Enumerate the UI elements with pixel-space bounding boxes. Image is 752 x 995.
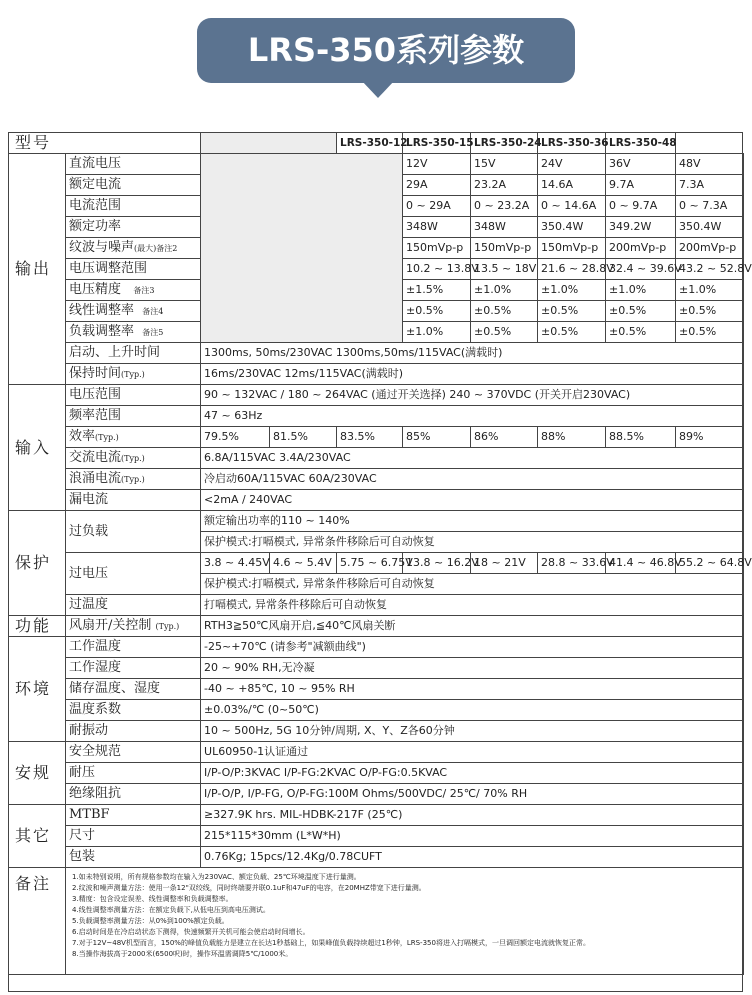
model-name: LRS-350-12 [337, 133, 403, 154]
model-name: LRS-350-48 [606, 133, 676, 154]
param-label: 漏电流 [66, 490, 201, 511]
param-label: 尺寸 [66, 826, 201, 847]
value-cell: 48V [676, 154, 744, 175]
param-label: 直流电压 [66, 154, 201, 175]
value-cell: 打嗝模式, 异常条件移除后可自动恢复 [201, 595, 744, 616]
model-header-row [9, 133, 744, 154]
safety-standards-row [9, 742, 744, 763]
param-label: MTBF [66, 805, 201, 826]
param-text: 线性调整率 [69, 303, 135, 319]
param-text: 保持时间 [69, 366, 122, 382]
value-cell: 13.8 ~ 16.2V [403, 553, 471, 574]
value-cell: 0 ~ 29A [403, 196, 471, 217]
param-label: 包装 [66, 847, 201, 868]
param-label: 过电压 [66, 553, 201, 595]
value-cell: 90 ~ 132VAC / 180 ~ 264VAC (通过开关选择) 240 ~ 370VDC (开关开启230VAC) [201, 385, 744, 406]
env-temp-coeff-row [9, 700, 744, 721]
protection-overload-row [9, 511, 744, 532]
input-ac-current-row [9, 448, 744, 469]
value-cell: 86% [471, 427, 538, 448]
env-storage-row [9, 679, 744, 700]
model-name: LRS-350-36 [538, 133, 606, 154]
param-label: 工作温度 [66, 637, 201, 658]
param-label: 电流范围 [66, 196, 201, 217]
param-note: 备注3 [133, 286, 155, 296]
param-label: 耐压 [66, 763, 201, 784]
value-cell: I/P-O/P, I/P-FG, O/P-FG:100M Ohms/500VDC/ 25℃/ 70% RH [201, 784, 744, 805]
env-vibration-row [9, 721, 744, 742]
value-cell: 0 ~ 14.6A [538, 196, 606, 217]
protection-overvoltage-row [9, 553, 744, 574]
param-text: 电压精度 [69, 282, 122, 298]
value-cell: ±0.5% [676, 301, 744, 322]
param-label: 启动、上升时间 [66, 343, 201, 364]
value-cell: ≥327.9K hrs. MIL-HDBK-217F (25℃) [201, 805, 744, 826]
param-label: 工作湿度 [66, 658, 201, 679]
param-note: (Typ.) [121, 454, 145, 464]
param-note: 备注4 [142, 307, 164, 317]
input-leakage-row [9, 490, 744, 511]
param-label [66, 427, 201, 448]
value-cell: ±1.0% [403, 322, 471, 343]
value-cell: ±1.0% [538, 280, 606, 301]
value-cell: 150mVp-p [538, 238, 606, 259]
param-label [66, 448, 201, 469]
spec-table [8, 132, 752, 975]
model-name: LRS-350-24 [471, 133, 538, 154]
param-text: 效率 [69, 429, 96, 445]
category-input: 输入 [9, 385, 66, 511]
value-cell: 29A [403, 175, 471, 196]
value-cell: 13.5 ~ 18V [471, 259, 538, 280]
others-mtbf-row [9, 805, 744, 826]
notes-text [66, 868, 744, 975]
value-cell: ±0.5% [471, 322, 538, 343]
value-cell: 保护模式:打嗝模式, 异常条件移除后可自动恢复 [201, 532, 744, 553]
value-cell: ±0.5% [606, 322, 676, 343]
param-text: 纹波与噪声 [69, 240, 135, 256]
value-cell: 10.2 ~ 13.8V [403, 259, 471, 280]
value-cell: 215*115*30mm (L*W*H) [201, 826, 744, 847]
value-cell: 32.4 ~ 39.6V [606, 259, 676, 280]
value-cell: 89% [676, 427, 744, 448]
value-cell: 14.6A [538, 175, 606, 196]
value-cell: -40 ~ +85℃, 10 ~ 95% RH [201, 679, 744, 700]
value-cell: 41.4 ~ 46.8V [606, 553, 676, 574]
note-line: 7.对于12V~48V机型而言，150%的峰值负载能力是建立在长达1秒基础上，如果峰值负载持续超过1秒钟，LRS-350将进入打嗝模式，一旦调回额定电流就恢复正常。 [72, 939, 590, 947]
param-label: 电压范围 [66, 385, 201, 406]
param-text: 交流电流 [69, 450, 122, 466]
note-line: 2.纹波和噪声测量方法：使用一条12"双绞线，同时终端要并联0.1uF和47uF的电容，在20MHZ带宽下进行量测。 [72, 884, 426, 892]
value-cell: ±0.03%/℃ (0~50℃) [201, 700, 744, 721]
value-cell: I/P-O/P:3KVAC I/P-FG:2KVAC O/P-FG:0.5KVAC [201, 763, 744, 784]
param-label: 耐振动 [66, 721, 201, 742]
param-label: 额定电流 [66, 175, 201, 196]
param-text: 负载调整率 [69, 324, 135, 340]
input-efficiency-row [9, 427, 744, 448]
param-note: (最大)备注2 [134, 244, 178, 254]
protection-overtemp-row [9, 595, 744, 616]
value-cell: 0.76Kg; 15pcs/12.4Kg/0.78CUFT [201, 847, 744, 868]
param-note: (Typ.) [121, 475, 145, 485]
value-cell: 23.2A [471, 175, 538, 196]
value-cell: 83.5% [337, 427, 403, 448]
param-note: (Typ.) [95, 433, 119, 443]
value-cell: <2mA / 240VAC [201, 490, 744, 511]
value-cell: 349.2W [606, 217, 676, 238]
param-note: (Typ.) [155, 622, 180, 632]
value-cell: 9.7A [606, 175, 676, 196]
input-inrush-row [9, 469, 744, 490]
note-line: 1.如未特别说明，所有规格参数均在输入为230VAC、额定负载、25℃环境温度下进行量测。 [72, 873, 361, 881]
param-label: 温度系数 [66, 700, 201, 721]
param-label [66, 469, 201, 490]
value-cell: 350.4W [676, 217, 744, 238]
note-line: 5.负载调整率测量方法：从0%到100%额定负载。 [72, 917, 229, 925]
value-cell: 85% [403, 427, 471, 448]
value-cell: 81.5% [270, 427, 337, 448]
value-cell: ±0.5% [606, 301, 676, 322]
value-cell: ±1.0% [676, 280, 744, 301]
safety-withstand-row [9, 763, 744, 784]
value-cell: 保护模式:打嗝模式, 异常条件移除后可自动恢复 [201, 574, 744, 595]
value-cell: 0 ~ 23.2A [471, 196, 538, 217]
param-label [66, 238, 201, 259]
category-output: 输出 [9, 154, 66, 385]
value-cell: 150mVp-p [403, 238, 471, 259]
safety-isolation-row [9, 784, 744, 805]
value-cell: 88.5% [606, 427, 676, 448]
output-dc-voltage-row [9, 154, 744, 175]
value-cell: 348W [471, 217, 538, 238]
category-others: 其它 [9, 805, 66, 868]
value-cell: 200mVp-p [676, 238, 744, 259]
value-cell: 冷启动60A/115VAC 60A/230VAC [201, 469, 744, 490]
param-label: 电压调整范围 [66, 259, 201, 280]
value-cell: ±1.0% [471, 280, 538, 301]
others-size-row [9, 826, 744, 847]
banner-arrow [361, 80, 395, 98]
value-cell: 36V [606, 154, 676, 175]
output-hold-row [9, 364, 744, 385]
category-environment: 环境 [9, 637, 66, 742]
value-cell: -25~+70℃ (请参考"减额曲线") [201, 637, 744, 658]
param-label: 额定功率 [66, 217, 201, 238]
value-cell: 0 ~ 9.7A [606, 196, 676, 217]
note-line: 6.启动时间是在冷启动状态下测得，快速频繁开关机可能会使启动时间增长。 [72, 928, 310, 936]
model-label: 型号 [9, 133, 201, 154]
output-setup-row [9, 343, 744, 364]
others-packing-row [9, 847, 744, 868]
value-cell: ±0.5% [538, 301, 606, 322]
param-text: 浪涌电流 [69, 471, 122, 487]
note-line: 3.精度：包含设定误差、线性调整率和负载调整率。 [72, 895, 233, 903]
value-cell: ±0.5% [676, 322, 744, 343]
value-cell: 47 ~ 63Hz [201, 406, 744, 427]
param-label [66, 280, 201, 301]
env-work-temp-row [9, 637, 744, 658]
value-cell: 200mVp-p [606, 238, 676, 259]
param-label [66, 616, 201, 637]
value-cell: 7.3A [676, 175, 744, 196]
value-cell: 18 ~ 21V [471, 553, 538, 574]
value-cell: 1300ms, 50ms/230VAC 1300ms,50ms/115VAC(满载时) [201, 343, 744, 364]
category-protection: 保护 [9, 511, 66, 616]
value-cell: ±1.5% [403, 280, 471, 301]
value-cell: 额定输出功率的110 ~ 140% [201, 511, 744, 532]
value-cell: 4.6 ~ 5.4V [270, 553, 337, 574]
value-cell: 6.8A/115VAC 3.4A/230VAC [201, 448, 744, 469]
value-cell: 348W [403, 217, 471, 238]
param-note: (Typ.) [121, 370, 145, 380]
value-cell: ±0.5% [471, 301, 538, 322]
value-cell: 24V [538, 154, 606, 175]
notes-row [9, 868, 744, 975]
value-cell: 79.5% [201, 427, 270, 448]
category-notes: 备注 [9, 868, 66, 975]
param-note: 备注5 [142, 328, 164, 338]
value-cell: 350.4W [538, 217, 606, 238]
input-voltage-row [9, 385, 744, 406]
value-cell: 28.8 ~ 33.6V [538, 553, 606, 574]
value-cell: 5.75 ~ 6.75V [337, 553, 403, 574]
param-label: 过负载 [66, 511, 201, 553]
value-cell: 55.2 ~ 64.8V [676, 553, 744, 574]
value-cell: 0 ~ 7.3A [676, 196, 744, 217]
value-cell: 15V [471, 154, 538, 175]
param-label: 过温度 [66, 595, 201, 616]
function-fan-row [9, 616, 744, 637]
value-cell: 10 ~ 500Hz, 5G 10分钟/周期, X、Y、Z各60分钟 [201, 721, 744, 742]
banner-title: LRS-350系列参数 [197, 18, 575, 83]
value-cell: 3.8 ~ 4.45V [201, 553, 270, 574]
category-safety: 安规 [9, 742, 66, 805]
value-cell: 16ms/230VAC 12ms/115VAC(满载时) [201, 364, 744, 385]
param-text: 风扇开/关控制 [69, 618, 152, 634]
model-name: LRS-350-15 [403, 133, 471, 154]
param-label [66, 322, 201, 343]
env-work-hum-row [9, 658, 744, 679]
category-function: 功能 [9, 616, 66, 637]
param-label: 频率范围 [66, 406, 201, 427]
value-cell: 12V [403, 154, 471, 175]
value-cell: ±0.5% [538, 322, 606, 343]
param-label [66, 301, 201, 322]
param-label [66, 364, 201, 385]
input-freq-row [9, 406, 744, 427]
value-cell: 88% [538, 427, 606, 448]
param-label: 安全规范 [66, 742, 201, 763]
value-cell: 43.2 ~ 52.8V [676, 259, 744, 280]
note-line: 4.线性调整率测量方法：在额定负载下,从低电压到高电压测试。 [72, 906, 270, 914]
value-cell: RTH3≧50℃风扇开启,≦40℃风扇关断 [201, 616, 744, 637]
param-label: 绝缘阻抗 [66, 784, 201, 805]
value-cell: ±0.5% [403, 301, 471, 322]
value-cell: 21.6 ~ 28.8V [538, 259, 606, 280]
note-line: 8.当操作海拔高于2000米(6500呎)时，操作环温需调降5℃/1000米。 [72, 950, 293, 958]
value-cell: UL60950-1认证通过 [201, 742, 744, 763]
param-label: 储存温度、湿度 [66, 679, 201, 700]
blank-cell [201, 154, 403, 343]
value-cell: 20 ~ 90% RH,无冷凝 [201, 658, 744, 679]
value-cell: ±1.0% [606, 280, 676, 301]
value-cell: 150mVp-p [471, 238, 538, 259]
